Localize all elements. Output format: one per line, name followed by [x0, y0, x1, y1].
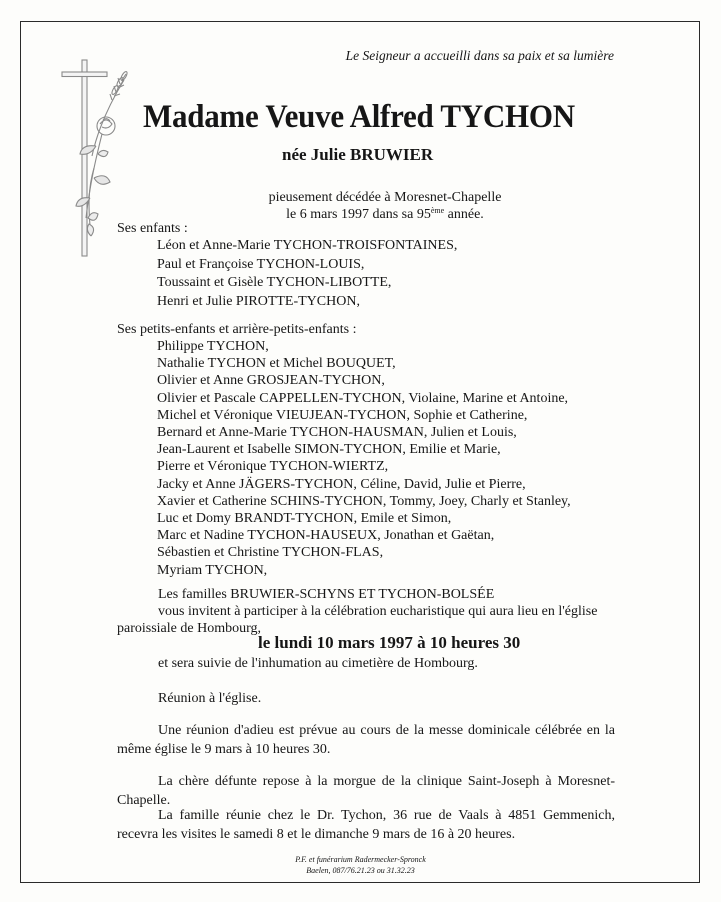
- deceased-name: Madame Veuve Alfred TYCHON: [143, 99, 575, 135]
- list-item: Philippe TYCHON,: [157, 339, 269, 354]
- list-item: Olivier et Pascale CAPPELLEN-TYCHON, Violaine, Marine et Antoine,: [157, 390, 569, 406]
- grandchildren-list: [157, 338, 571, 579]
- death-date: le 6 mars 1997 dans sa 95ème année.: [286, 206, 484, 222]
- list-item: Olivier et Anne GROSJEAN-TYCHON,: [157, 373, 385, 389]
- invitation-church: paroissiale de Hombourg,: [117, 621, 261, 636]
- children-list: [157, 237, 457, 311]
- farewell-paragraph: Une réunion d'adieu est prévue au cours de la messe dominicale célébrée en la même église le 9 mars à 10 heures 30.: [117, 723, 615, 757]
- grandchildren-heading: Ses petits-enfants et arrière-petits-enfants :: [117, 322, 357, 337]
- children-heading: Ses enfants :: [117, 221, 188, 236]
- list-item: Paul et Françoise TYCHON-LOUIS,: [157, 256, 365, 272]
- list-item: Nathalie TYCHON et Michel BOUQUET,: [157, 356, 396, 372]
- list-item: Jacky et Anne JÄGERS-TYCHON, Céline, David, Julie et Pierre,: [157, 476, 526, 492]
- list-item: Toussaint et Gisèle TYCHON-LIBOTTE,: [157, 275, 392, 290]
- death-info: [200, 189, 570, 223]
- list-item: Michel et Véronique VIEUJEAN-TYCHON, Sophie et Catherine,: [157, 407, 528, 423]
- maiden-name: née Julie BRUWIER: [282, 145, 434, 164]
- reunion-text: Réunion à l'église.: [158, 691, 262, 706]
- invitation-families: Les familles BRUWIER-SCHYNS ET TYCHON-BOLSÉE: [158, 587, 495, 602]
- list-item: Jean-Laurent et Isabelle SIMON-TYCHON, Emilie et Marie,: [157, 442, 501, 458]
- list-item: Pierre et Véronique TYCHON-WIERTZ,: [157, 459, 389, 475]
- death-place: pieusement décédée à Moresnet-Chapelle: [268, 190, 502, 205]
- visits-paragraph: La famille réunie chez le Dr. Tychon, 36 rue de Vaals à 4851 Gemmenich, recevra les visites le samedi 8 et le dimanche 9 mars de 16 à 20 heures.: [117, 808, 615, 842]
- motto: Le Seigneur a accueilli dans sa paix et sa lumière: [345, 48, 614, 63]
- footer-contact: Baelen, 087/76.21.23 ou 31.32.23: [306, 866, 415, 875]
- list-item: Xavier et Catherine SCHINS-TYCHON, Tommy, Joey, Charly et Stanley,: [157, 493, 571, 509]
- list-item: Bernard et Anne-Marie TYCHON-HAUSMAN, Julien et Louis,: [157, 425, 517, 441]
- list-item: Léon et Anne-Marie TYCHON-TROISFONTAINES,: [157, 238, 458, 253]
- list-item: Sébastien et Christine TYCHON-FLAS,: [157, 545, 384, 561]
- burial-text: et sera suivie de l'inhumation au cimetière de Hombourg.: [158, 656, 478, 671]
- rests-paragraph: La chère défunte repose à la morgue de la clinique Saint-Joseph à Moresnet-Chapelle.: [117, 774, 615, 808]
- list-item: Myriam TYCHON,: [157, 562, 268, 578]
- list-item: Marc et Nadine TYCHON-HAUSEUX, Jonathan et Gaëtan,: [157, 528, 495, 544]
- footer-funeral-home: P.F. et funérarium Radermecker-Spronck: [295, 855, 426, 864]
- funeral-date: le lundi 10 mars 1997 à 10 heures 30: [258, 633, 521, 652]
- list-item: Henri et Julie PIROTTE-TYCHON,: [157, 293, 360, 309]
- invitation-text: vous invitent à participer à la célébration eucharistique qui aura lieu en l'église: [158, 604, 598, 619]
- list-item: Luc et Domy BRANDT-TYCHON, Emile et Simon,: [157, 511, 452, 527]
